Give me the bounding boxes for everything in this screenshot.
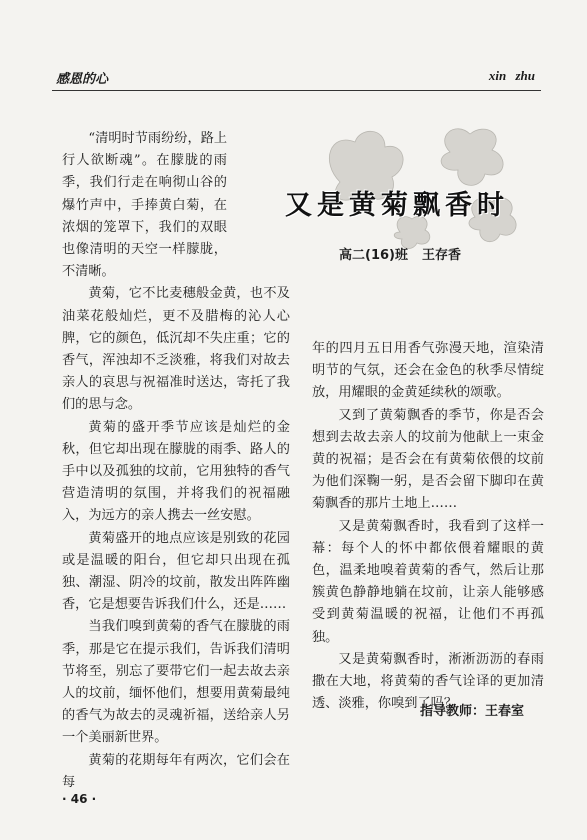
paragraph-continued: 年的四月五日用香气弥漫天地，渲染清明节的气氛，还会在金色的秋季尽情绽放，用耀眼的金黄延续秋的颂歌。	[312, 341, 544, 401]
header-rule	[52, 90, 541, 91]
byline-author: 王存香	[421, 248, 461, 263]
page-number: · 46 ·	[62, 792, 97, 806]
header-section-title: 感恩的心	[56, 72, 109, 87]
article-title: 又是黄菊飘香时	[285, 190, 509, 221]
header-column-name: xin zhu	[488, 68, 535, 83]
paragraph: “清明时节雨纷纷，路上行人欲断魂”。在朦胧的雨季，我们行走在响彻山谷的爆竹声中，手捧黄白菊，在浓烟的笼罩下，我们的双眼也像清明的天空一样朦胧，不清晰。	[62, 131, 228, 280]
paragraph: 又到了黄菊飘香的季节，你是否会想到去故去亲人的坟前为他献上一束金黄的祝福；是否会在有黄菊依偎的坟前为他们深鞠一躬，是否会留下脚印在黄菊飘香的那片土地上……	[312, 407, 544, 512]
paragraph: 黄菊的盛开季节应该是灿烂的金秋，但它却出现在朦胧的雨季、路人的手中以及孤独的坟前，它用独特的香气营造清明的氛围，并将我们的祝福融入，为远方的亲人携去一丝安慰。	[62, 419, 290, 524]
paragraph: 黄菊盛开的地点应该是别致的花园或是温暖的阳台，但它却只出现在孤独、潮湿、阴冷的坟前，散发出阵阵幽香，它是想要告诉我们什么，还是……	[62, 530, 290, 613]
teacher-credit: 指导教师：王春室	[420, 704, 525, 719]
paragraph: 黄菊的花期每年有两次，它们会在每	[62, 752, 290, 790]
left-column	[62, 128, 290, 794]
byline-class: 高二(16)班	[339, 248, 408, 263]
paragraph: 黄菊，它不比麦穗般金黄，也不及油菜花般灿烂，更不及腊梅的沁人心脾，它的颜色，低沉却不失庄重；它的香气，浑浊却不乏淡雅，将我们对故去亲人的哀思与祝福准时送达，寄托了我们的思与念。	[62, 286, 290, 413]
right-column	[312, 338, 544, 715]
byline	[300, 244, 500, 263]
paragraph: 又是黄菊飘香时，淅淅沥沥的春雨撒在大地，将黄菊的香气诠译的更加清透、淡雅，你嗅到了吗？	[312, 651, 544, 712]
paragraph: 又是黄菊飘香时，我看到了这样一幕：每个人的怀中都依偎着耀眼的黄色，温柔地嗅着黄菊的香气，然后让那簇黄色静静地躺在坟前，让亲人能够感受到黄菊温暖的祝福，让他们不再孤独。	[312, 518, 544, 645]
paragraph: 当我们嗅到黄菊的香气在朦胧的雨季，那是它在提示我们，告诉我们清明节将至，别忘了要带它们一起去故去亲人的坟前，缅怀他们，想要用黄菊最纯的香气为故去的灵魂祈福，送给亲人另一个美丽新世界。	[62, 619, 290, 746]
